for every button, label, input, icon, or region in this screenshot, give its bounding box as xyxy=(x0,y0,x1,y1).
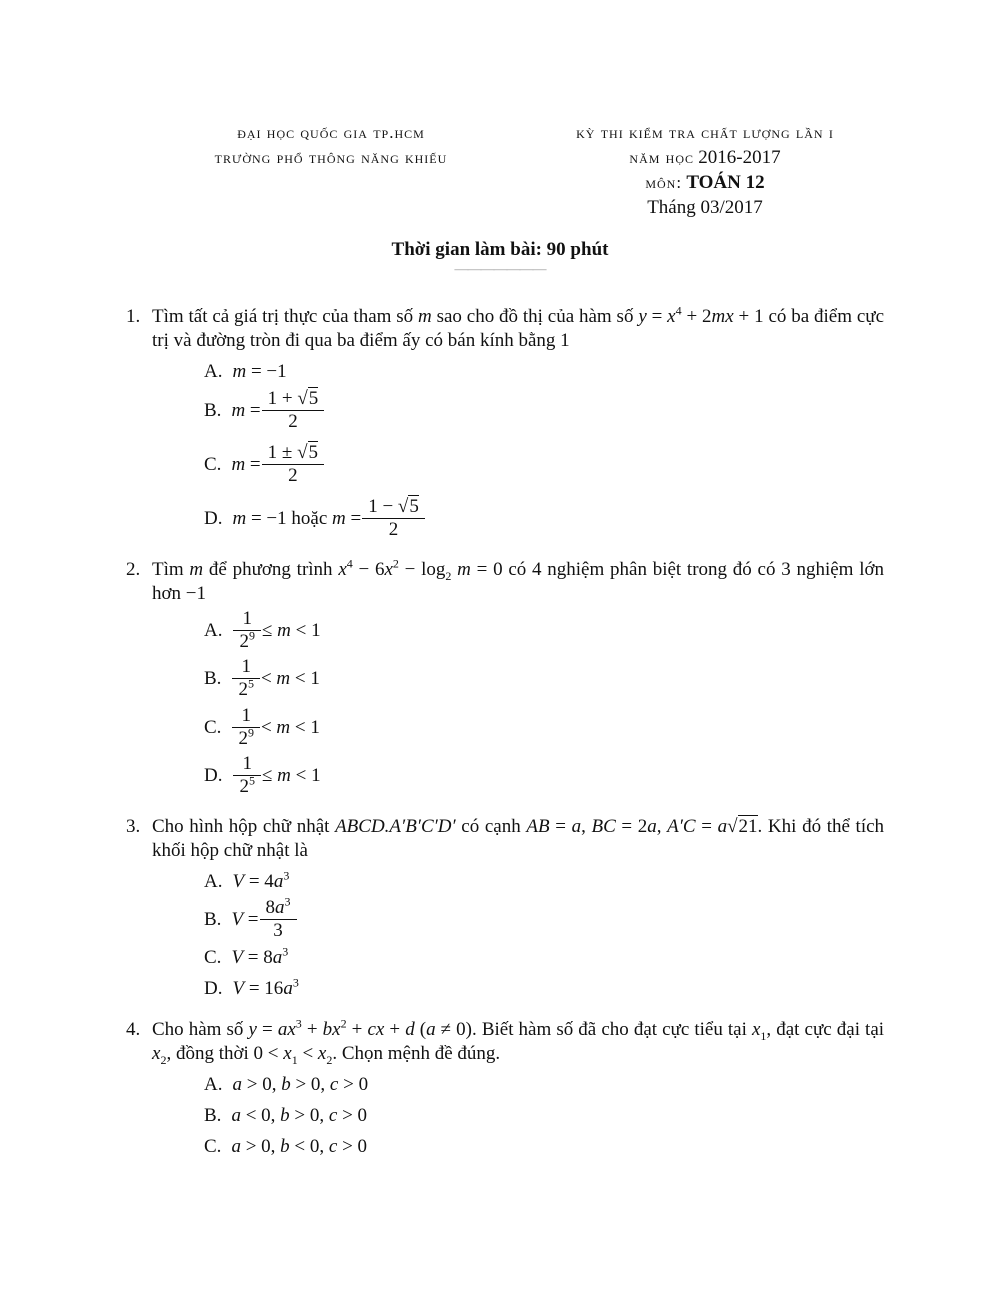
q3-option-d[interactable]: D. $V = 16a^3$ xyxy=(204,975,299,999)
fraction: $\frac{1 + √5}{2}$ xyxy=(265,388,322,433)
question-number: 1. xyxy=(126,306,141,327)
fraction: $\frac{1 - √5}{2}$ xyxy=(365,496,422,541)
fraction: $\frac{1 \pm √5}{2}$ xyxy=(265,442,321,487)
university-name: đại học quốc gia tp.hcm xyxy=(237,123,425,142)
school-name: trường phổ thông năng khiếu xyxy=(214,148,448,167)
fraction: $\frac{8a^3}{3}$ xyxy=(263,897,294,942)
exam-date: Tháng 03/2017 xyxy=(647,197,763,218)
fraction: $\frac{1}{2^9}$ xyxy=(235,705,257,750)
separator: ——————— xyxy=(454,262,546,277)
q3-option-c[interactable]: C. $V = 8a^3$ xyxy=(204,944,289,968)
q2-option-b[interactable]: B. $\frac{1}{2^5}$ < m < 1 xyxy=(204,656,320,700)
q2-option-c[interactable]: C. $\frac{1}{2^9}$ < m < 1 xyxy=(204,705,320,749)
question-number: 2. xyxy=(126,559,141,580)
exam-title: kỳ thi kiểm tra chất lượng lần i xyxy=(576,123,834,142)
fraction: $\frac{1}{2^9}$ xyxy=(236,608,258,653)
q4-option-b[interactable]: B. a < 0, b > 0, c > 0 xyxy=(204,1105,368,1126)
exam-header xyxy=(540,120,870,220)
q1-option-d[interactable]: D. m = −1 hoặc m = $\frac{1 - √5}{2}$ xyxy=(204,496,426,541)
question-text: Tìm m để phương trình $x^4 - 6x^2 - \log_2 m = 0$ có 4 nghiệm phân biệt trong đó có 3 nghiệm lớn hơn −1 xyxy=(152,556,885,604)
question-number: 4. xyxy=(126,1019,141,1040)
question-3 xyxy=(118,815,884,863)
q1-option-c[interactable]: C. m = $\frac{1 \pm √5}{2}$ xyxy=(204,442,325,487)
fraction: $\frac{1}{2^5}$ xyxy=(235,656,257,701)
q1-option-b[interactable]: B. m = $\frac{1 + √5}{2}$ xyxy=(204,388,325,433)
q4-option-a[interactable]: A. a > 0, b > 0, c > 0 xyxy=(204,1074,369,1095)
question-4 xyxy=(118,1018,884,1066)
q1-option-a[interactable]: A. m = −1 xyxy=(204,361,287,382)
q2-option-a[interactable]: A. $\frac{1}{2^9}$ ≤ m < 1 xyxy=(204,608,321,652)
question-2 xyxy=(118,558,884,606)
question-1 xyxy=(118,305,884,353)
time-limit: Thời gian làm bài: 90 phút xyxy=(391,239,609,260)
school-header xyxy=(180,120,482,170)
question-text: Tìm tất cả giá trị thực của tham số m sao cho đồ thị của hàm số $y = x^4 + 2mx + 1$ có ba điểm cực trị và đường tròn đi qua ba điểm ấy có bán kính bằng 1 xyxy=(152,303,885,351)
q3-option-b[interactable]: B. V = $\frac{8a^3}{3}$ xyxy=(204,897,298,942)
q4-option-c[interactable]: C. a > 0, b < 0, c > 0 xyxy=(204,1136,368,1157)
question-text: Cho hình hộp chữ nhật ABCD.A′B′C′D′ có cạnh AB = a, BC = 2a, A′C = a√21. Khi đó thể tích khối hộp chữ nhật là xyxy=(152,816,885,861)
school-year: năm học 2016-2017 xyxy=(629,147,781,168)
fraction: $\frac{1}{2^5}$ xyxy=(236,753,258,798)
question-number: 3. xyxy=(126,816,141,837)
subject: môn: TOÁN 12 xyxy=(645,172,765,193)
question-text: Cho hàm số $y = ax^3 + bx^2$ + cx + d (a ≠ 0). Biết hàm số đã cho đạt cực tiểu tại $x_1$, đạt cực đại tại $x_2$, đồng thời $0 < x_1 < x_2$. Chọn mệnh đề đúng. xyxy=(152,1016,885,1067)
q3-option-a[interactable]: A. $V = 4a^3$ xyxy=(204,868,290,892)
q2-option-d[interactable]: D. $\frac{1}{2^5}$ ≤ m < 1 xyxy=(204,753,321,797)
